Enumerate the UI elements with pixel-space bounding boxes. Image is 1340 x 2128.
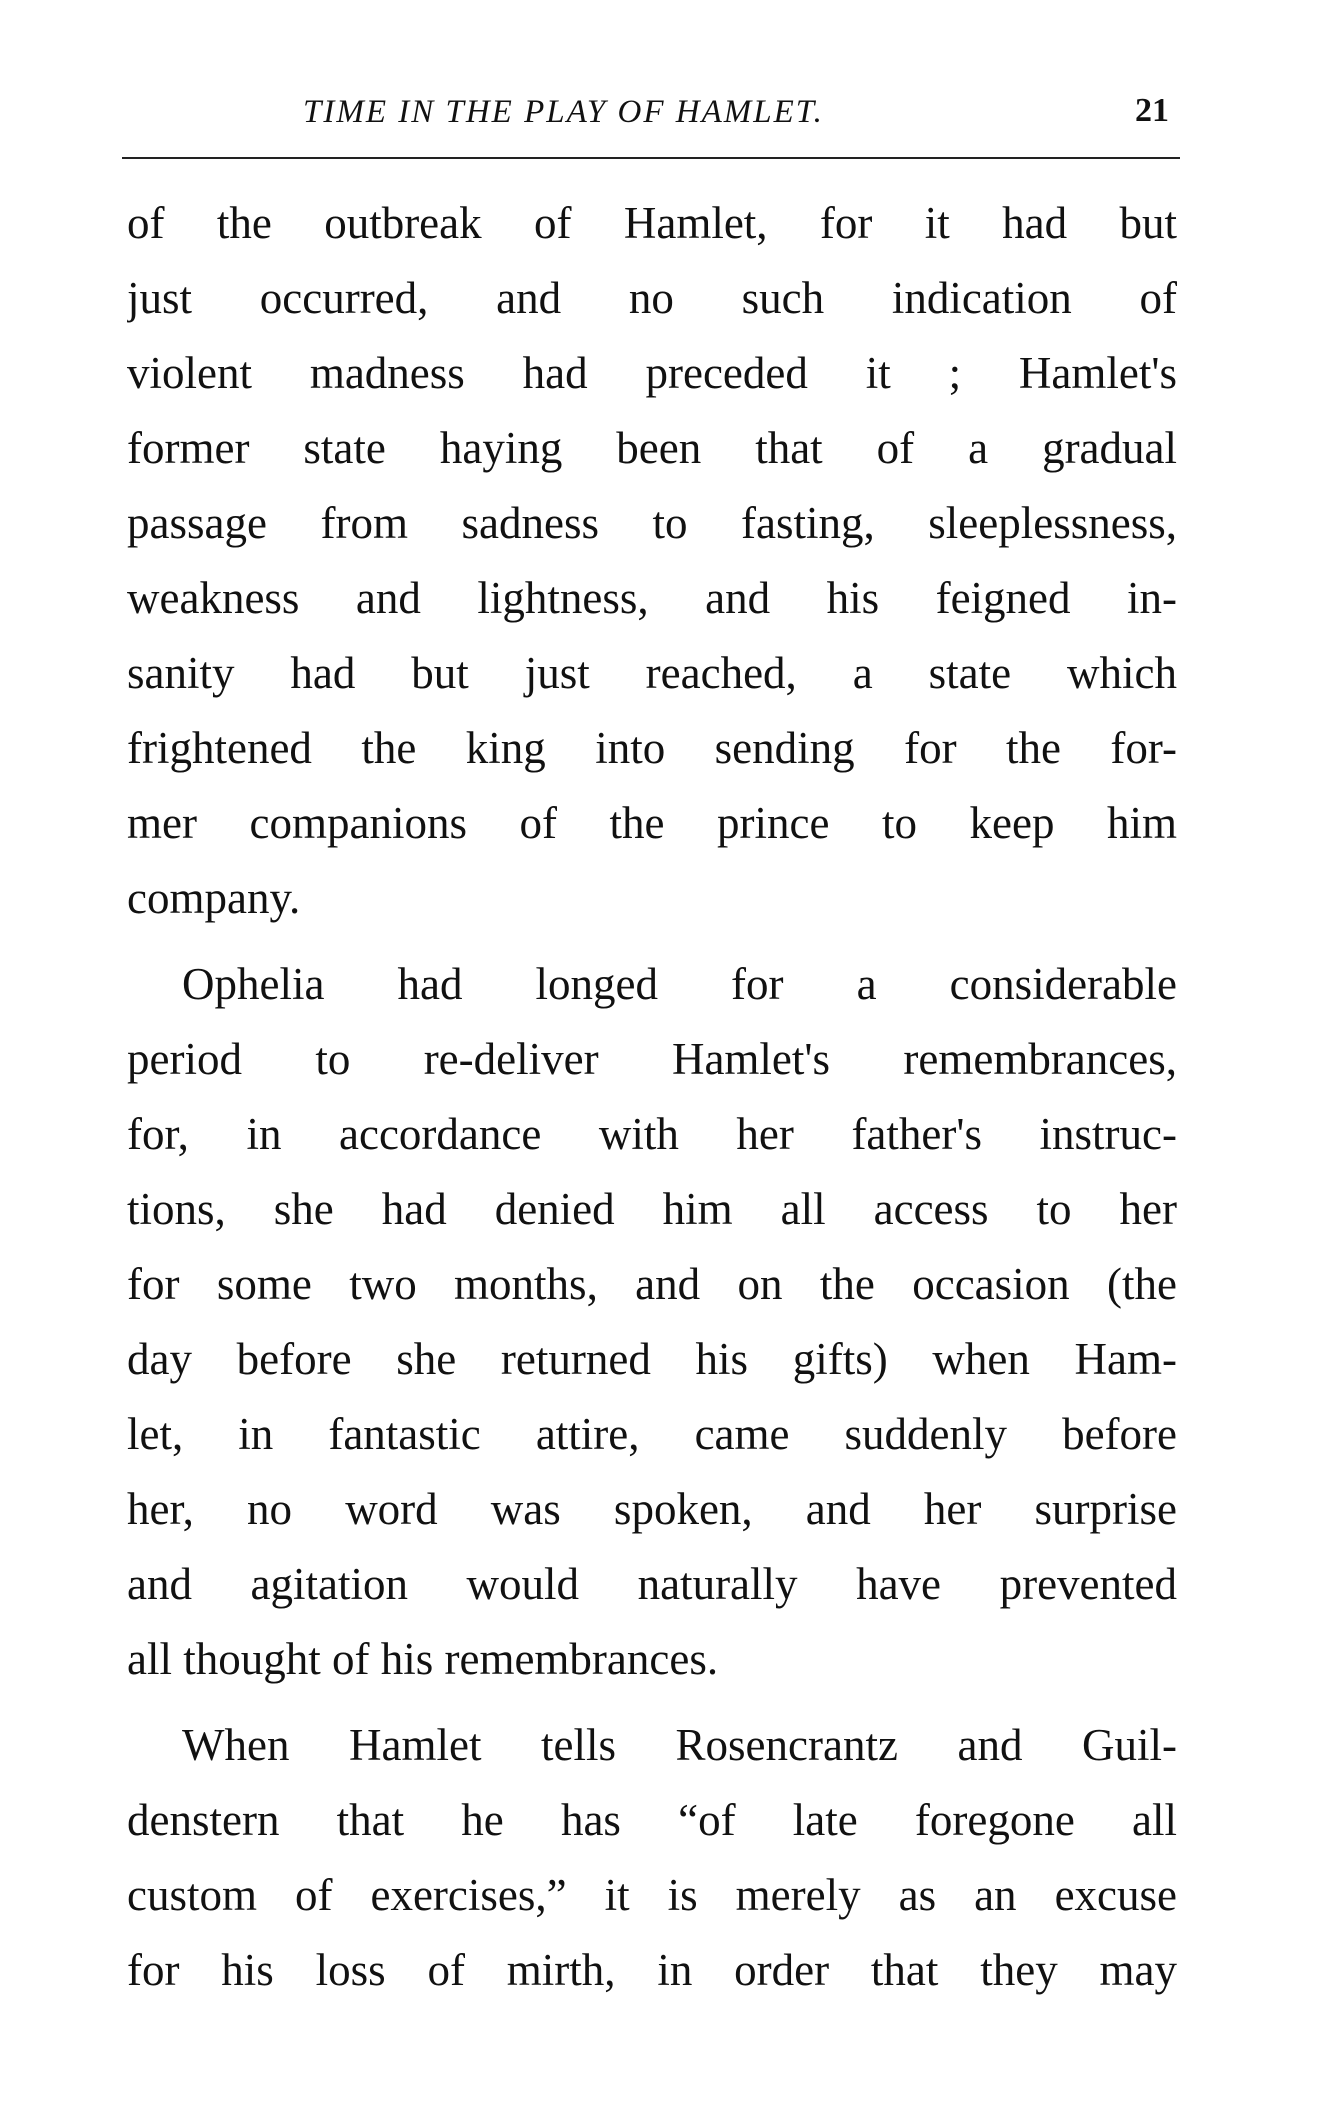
text-line: tions, she had denied him all access to her: [127, 1184, 1177, 1234]
paragraph-gap: [127, 936, 1177, 947]
running-title: TIME IN THE PLAY OF HAMLET.: [303, 94, 824, 130]
paragraph: [127, 1708, 1177, 2008]
text-line: of the outbreak of Hamlet, for it had but: [127, 198, 1177, 248]
running-head: [125, 88, 1177, 138]
text-line: just occurred, and no such indication of: [127, 273, 1177, 323]
text-line: former state haying been that of a gradual: [127, 423, 1177, 473]
header-rule: [122, 157, 1180, 159]
paragraph: [127, 947, 1177, 1697]
text-line: company.: [127, 873, 301, 923]
text-line: for, in accordance with her father's instruc-: [127, 1109, 1177, 1159]
text-line: When Hamlet tells Rosencrantz and Guil-: [182, 1720, 1177, 1770]
text-line: weakness and lightness, and his feigned in-: [127, 573, 1177, 623]
text-line: for some two months, and on the occasion (the: [127, 1259, 1177, 1309]
text-line: violent madness had preceded it ; Hamlet's: [127, 348, 1177, 398]
text-line: passage from sadness to fasting, sleeplessness,: [127, 498, 1177, 548]
paragraph: [127, 186, 1177, 936]
text-line: frightened the king into sending for the for-: [127, 723, 1177, 773]
text-line: let, in fantastic attire, came suddenly before: [127, 1409, 1177, 1459]
text-line: custom of exercises,” it is merely as an excuse: [127, 1870, 1177, 1920]
text-line: period to re-deliver Hamlet's remembrances,: [127, 1034, 1177, 1084]
text-line: her, no word was spoken, and her surprise: [127, 1484, 1177, 1534]
text-line: all thought of his remembrances.: [127, 1634, 719, 1684]
text-line: denstern that he has “of late foregone all: [127, 1795, 1177, 1845]
text-line: mer companions of the prince to keep him: [127, 798, 1177, 848]
text-line: sanity had but just reached, a state which: [127, 648, 1177, 698]
text-line: and agitation would naturally have prevented: [127, 1559, 1177, 1609]
body-text: [127, 186, 1177, 2008]
text-line: day before she returned his gifts) when Ham-: [127, 1334, 1177, 1384]
page-number: 21: [1135, 92, 1169, 129]
text-line: for his loss of mirth, in order that they may: [127, 1945, 1177, 1995]
text-line: Ophelia had longed for a considerable: [182, 959, 1177, 1009]
paragraph-gap: [127, 1697, 1177, 1708]
